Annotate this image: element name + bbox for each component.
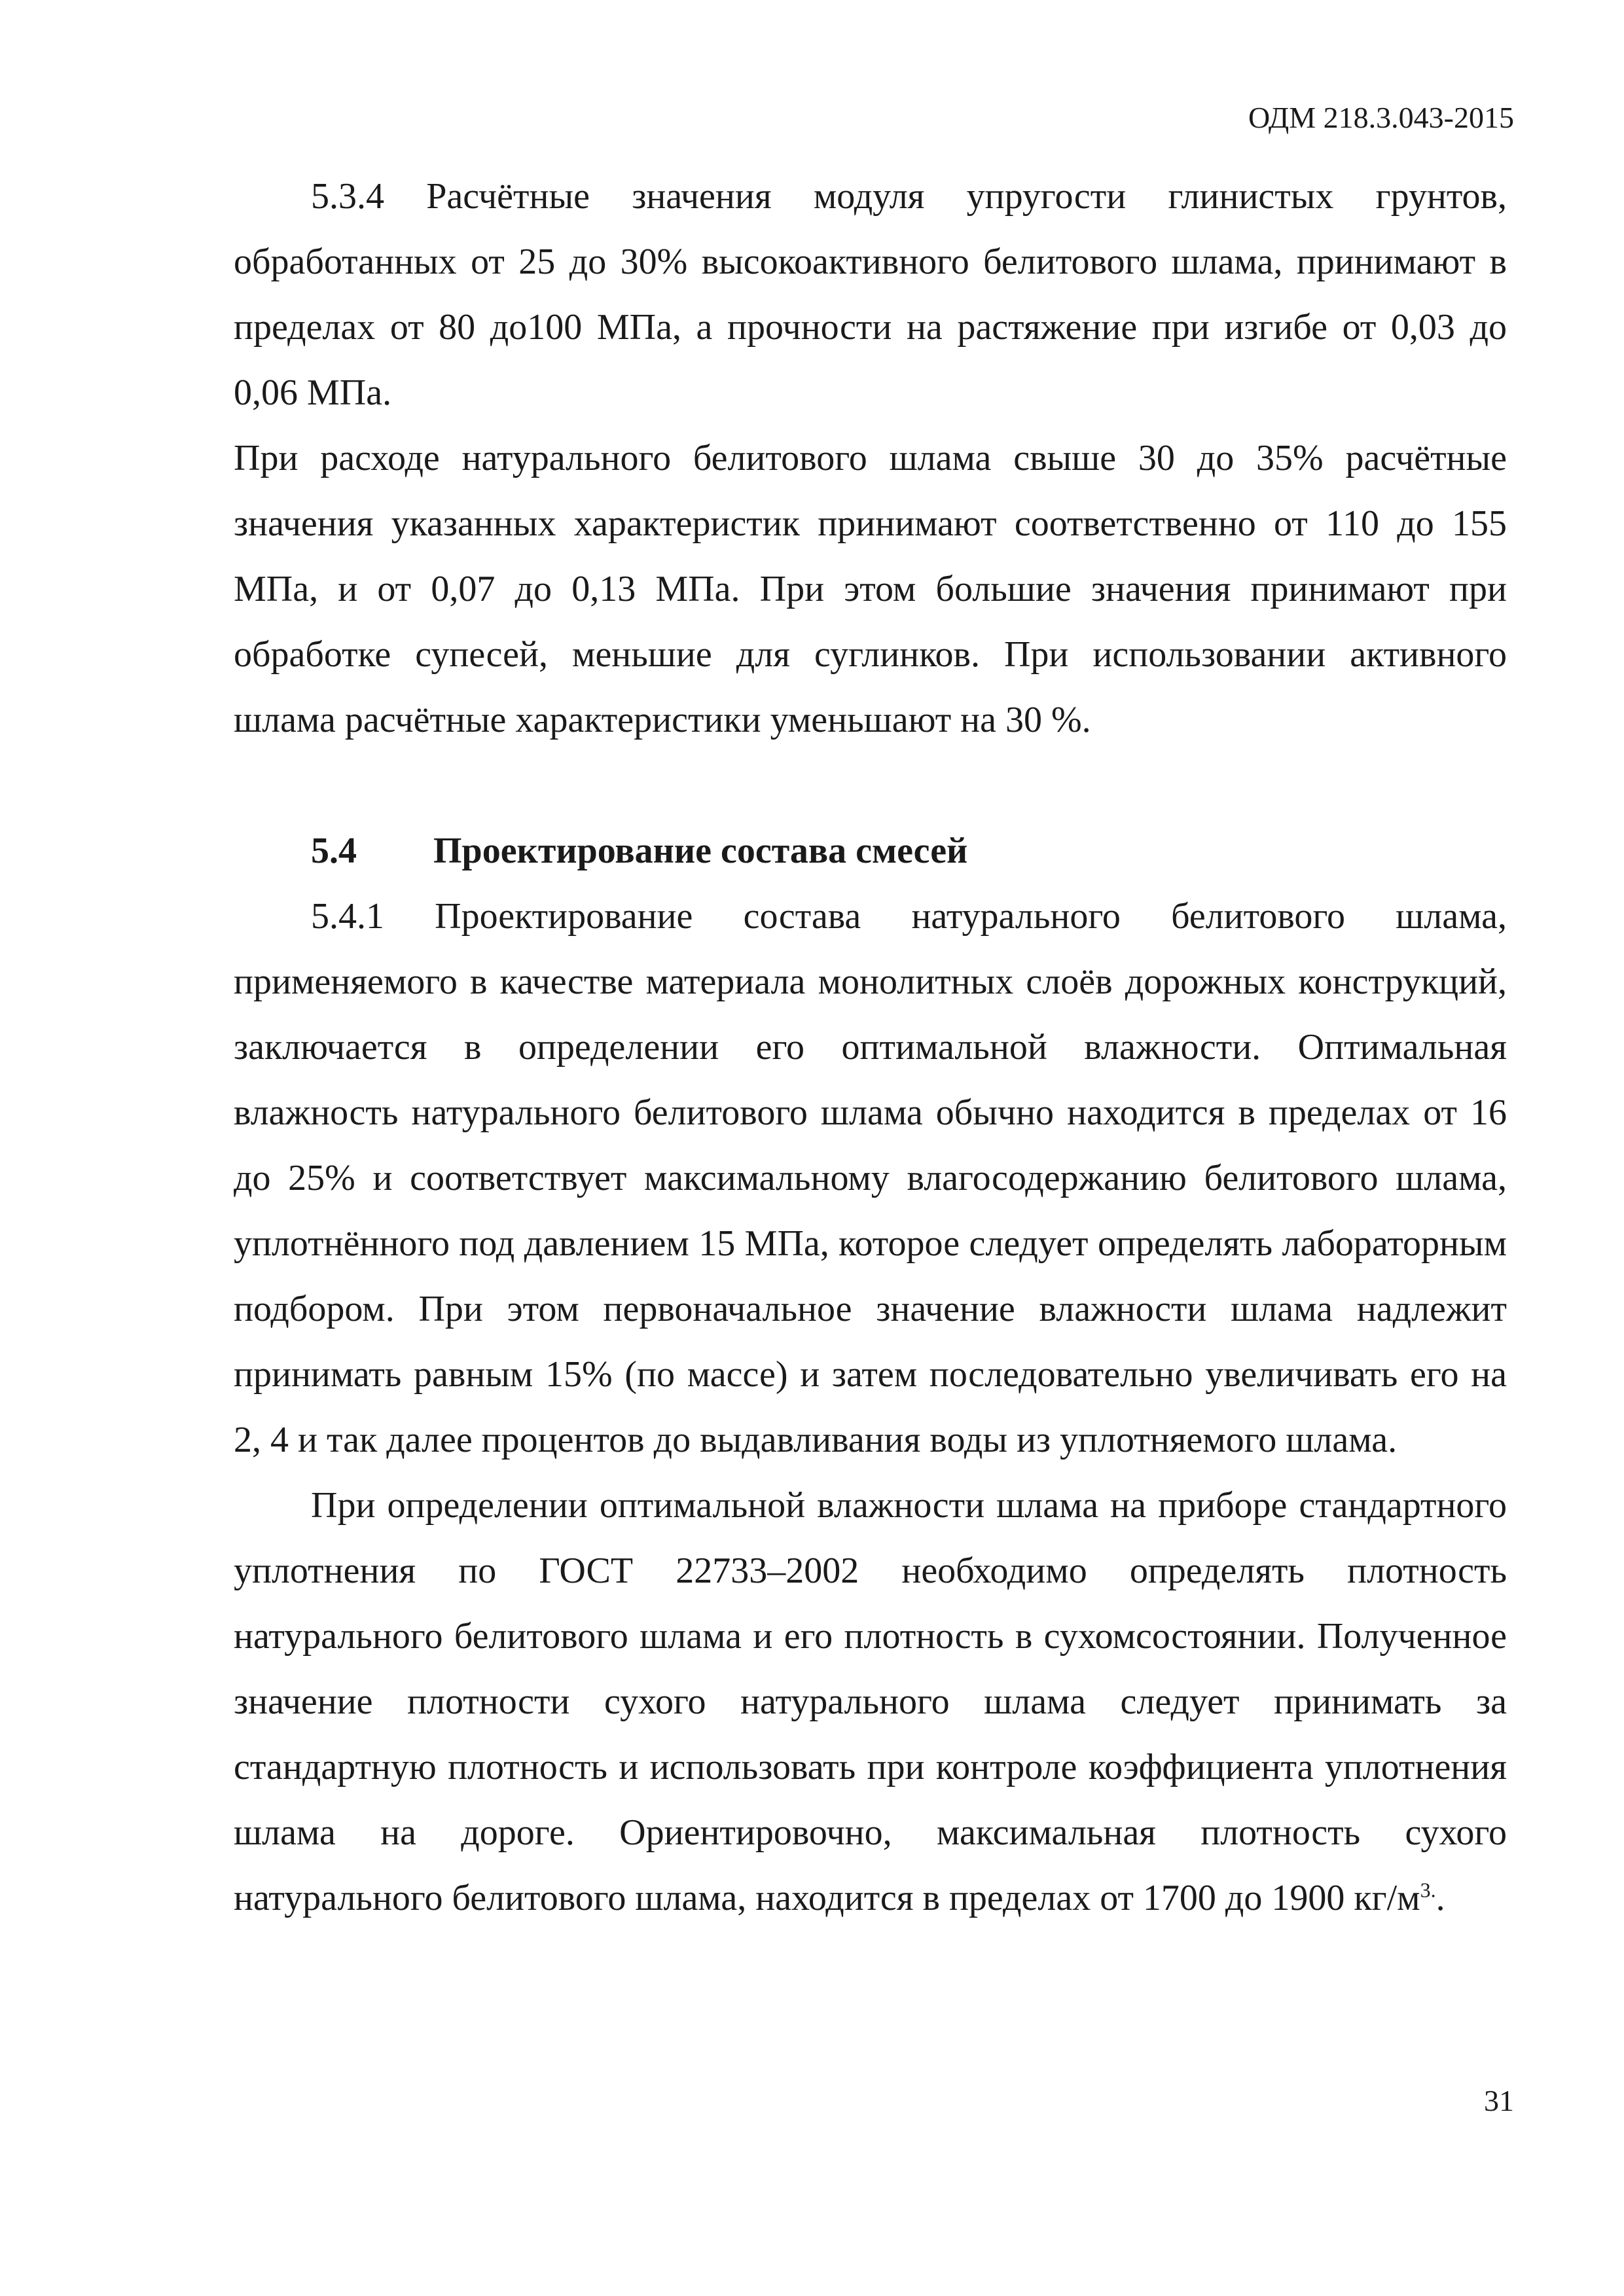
section-number: 5.4 bbox=[311, 831, 357, 871]
section-title: Проектирование состава смесей bbox=[433, 831, 968, 871]
superscript-cubic: 3. bbox=[1420, 1878, 1436, 1902]
paragraph-density-text: При определении оптимальной влажности шлама на приборе стандартного уплотнения по ГОСТ 22733–2002 необходимо определять плотность натурального белитового шлама и его плотность в сухомсостоянии. Полученное значение плотности сухого натурального шлама следует принимать за стандартную плотность и использовать при контроле коэффициента уплотнения шлама на дороге. Ориентировочно, максимальная плотность сухого натурального белитового шлама, находится в пределах от 1700 до 1900 кг/м bbox=[234, 1485, 1507, 1918]
paragraph-density bbox=[234, 1473, 1507, 1931]
paragraph-5-4-1: 5.4.1 Проектирование состава натурального белитового шлама, применяемого в качестве материала монолитных слоёв дорожных конструкций, заключается в определении его оптимальной влажности. Оптимальная влажность натурального белитового шлама обычно находится в пределах от 16 до 25% и соответствует максимальному влагосодержанию белитового шлама, уплотнённого под давлением 15 МПа, которое следует определять лабораторным подбором. При этом первоначальное значение влажности шлама надлежит принимать равным 15% (по массе) и затем последовательно увеличивать его на 2, 4 и так далее процентов до выдавливания воды из уплотняемого шлама. bbox=[234, 896, 1507, 1460]
paragraph-density-end: . bbox=[1435, 1878, 1445, 1918]
page-number: 31 bbox=[1484, 2084, 1514, 2117]
document-body bbox=[234, 164, 1507, 1931]
section-heading bbox=[234, 818, 1507, 884]
paragraph-slag-consumption: При расходе натурального белитового шлама свыше 30 до 35% расчётные значения указанных характеристик принимают соответственно от 110 до 155 МПа, и от 0,07 до 0,13 МПа. При этом большие значения принимают при обработке супесей, меньшие для суглинков. При использовании активного шлама расчётные характеристики уменьшают на 30 %. bbox=[234, 438, 1507, 740]
spacer bbox=[234, 753, 1507, 818]
paragraph-5-3-4: 5.3.4 Расчётные значения модуля упругости глинистых грунтов, обработанных от 25 до 30% высокоактивного белитового шлама, принимают в пределах от 80 до100 МПа, а прочности на растяжение при изгибе от 0,03 до 0,06 МПа. bbox=[234, 176, 1507, 413]
document-code: ОДМ 218.3.043-2015 bbox=[1248, 101, 1514, 134]
